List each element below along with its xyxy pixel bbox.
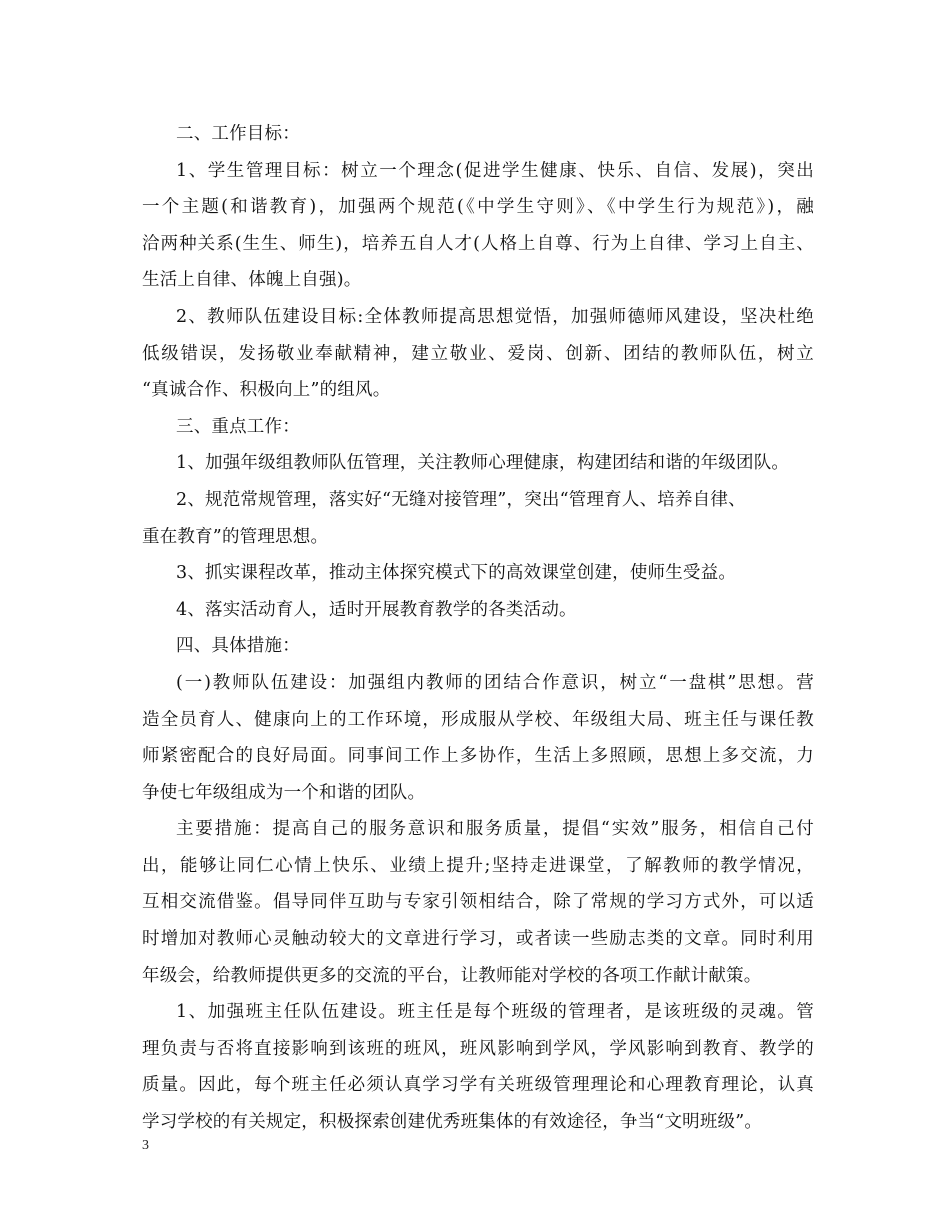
text-line: 一个主题(和谐教育)，加强两个规范(《中学生守则》、《中学生行为规范》)，融	[142, 197, 814, 218]
text-line: 主要措施：提高自己的服务意识和服务质量，提倡“实效”服务，相信自己付	[176, 819, 814, 840]
text-line: 2、规范常规管理，落实好“无缝对接管理”，突出“管理育人、培养自律、	[176, 489, 746, 510]
text-line: 重在教育”的管理思想。	[142, 526, 329, 547]
text-line: 出，能够让同仁心情上快乐、业绩上提升;坚持走进课堂，了解教师的教学情况，	[142, 855, 814, 876]
text-line: 年级会，给教师提供更多的交流的平台，让教师能对学校的各项工作献计献策。	[142, 965, 762, 986]
text-line: 造全员育人、健康向上的工作环境，形成服从学校、年级组大局、班主任与课任教	[142, 709, 814, 730]
page-number: 3	[142, 1138, 149, 1153]
text-line: 4、落实活动育人，适时开展教育教学的各类活动。	[176, 599, 577, 620]
text-line: 洽两种关系(生生、师生)，培养五自人才(人格上自尊、行为上自律、学习上自主、	[142, 233, 814, 254]
text-line: 争使七年级组成为一个和谐的团队。	[142, 782, 426, 803]
text-line: 1、加强班主任队伍建设。班主任是每个班级的管理者，是该班级的灵魂。管	[176, 1002, 814, 1023]
text-line: 质量。因此，每个班主任必须认真学习学有关班级管理理论和心理教育理论，认真	[142, 1075, 814, 1096]
text-line: 低级错误，发扬敬业奉献精神，建立敬业、爱岗、创新、团结的教师队伍，树立	[142, 343, 814, 364]
text-line: 生活上自律、体魄上自强)。	[142, 270, 362, 291]
text-line: 师紧密配合的良好局面。同事间工作上多协作，生活上多照顾，思想上多交流，力	[142, 746, 814, 767]
text-line: 3、抓实课程改革，推动主体探究模式下的高效课堂创建，使师生受益。	[176, 563, 737, 584]
text-line: 学习学校的有关规定，积极探索创建优秀班集体的有效途径，争当“文明班级”。	[142, 1112, 763, 1133]
text-line: 时增加对教师心灵触动较大的文章进行学习，或者读一些励志类的文章。同时利用	[142, 929, 814, 950]
text-line: 2、教师队伍建设目标:全体教师提高思想觉悟，加强师德师风建设，坚决杜绝	[176, 306, 814, 327]
text-line: 互相交流借鉴。倡导同伴互助与专家引领相结合，除了常规的学习方式外，可以适	[142, 892, 814, 913]
text-line: (一)教师队伍建设：加强组内教师的团结合作意识，树立“一盘棋”思想。营	[176, 672, 814, 693]
text-line: 三、重点工作：	[176, 416, 300, 437]
text-line: 二、工作目标：	[176, 124, 300, 144]
text-line: 1、学生管理目标：树立一个理念(促进学生健康、快乐、自信、发展)，突出	[176, 160, 814, 181]
text-line: 四、具体措施：	[176, 636, 300, 657]
text-line: 1、加强年级组教师队伍管理，关注教师心理健康，构建团结和谐的年级团队。	[176, 453, 790, 474]
text-line: “真诚合作、积极向上”的组风。	[142, 380, 391, 401]
document-body	[142, 116, 814, 1141]
text-line: 理负责与否将直接影响到该班的班风，班风影响到学风，学风影响到教育、教学的	[142, 1038, 814, 1059]
